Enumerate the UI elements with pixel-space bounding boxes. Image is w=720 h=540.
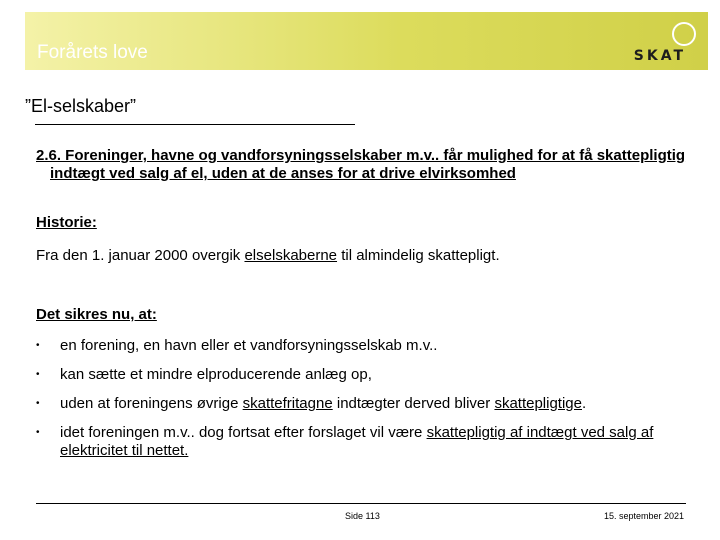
- bullet-text-before: idet foreningen m.v.. dog fortsat efter forslaget vil være: [60, 424, 427, 441]
- bullet-item: [36, 424, 696, 460]
- bullet-text: kan sætte et mindre elproducerende anlæg op,: [60, 366, 372, 383]
- bullet-list: [36, 337, 696, 471]
- section-heading: 2.6. Foreninger, havne og vandforsyningsselskaber m.v.. får mulighed for at få skattepligtig indtægt ved salg af el, uden at de anses for at drive elvirksomhed: [36, 147, 686, 182]
- header-band: [25, 12, 708, 70]
- bullet-icon: •: [36, 369, 40, 380]
- header-title: Forårets love: [37, 42, 148, 63]
- history-text-link: elselskaberne: [244, 247, 338, 264]
- bullet-text-link: skattepligtig af indtægt ved salg af elektricitet til nettet.: [60, 424, 654, 459]
- sikres-label: Det sikres nu, at:: [36, 306, 157, 323]
- history-text: [36, 247, 500, 264]
- logo-text: SKAT: [633, 48, 686, 64]
- bullet-text: en forening, en havn eller et vandforsyningsselskab m.v..: [60, 337, 438, 354]
- bullet-text-before: uden at foreningens øvrige: [60, 395, 243, 412]
- bullet-icon: •: [36, 398, 40, 409]
- history-text-after: til almindelig skattepligt.: [337, 247, 500, 264]
- bullet-icon: •: [36, 340, 40, 351]
- bullet-item: [36, 337, 696, 355]
- crown-icon: [672, 22, 696, 46]
- slide-title: ”El-selskaber”: [25, 96, 137, 116]
- footer-date: 15. september 2021: [603, 511, 684, 521]
- history-label: Historie:: [36, 214, 97, 231]
- bullet-item: [36, 395, 696, 413]
- title-divider: [35, 124, 355, 125]
- page-number: Side 113: [345, 511, 380, 521]
- bullet-text-link: skattefritagne: [242, 395, 333, 412]
- bullet-item: [36, 366, 696, 384]
- bullet-text-link-2: skattepligtige: [494, 395, 582, 412]
- bullet-icon: •: [36, 427, 40, 438]
- bullet-text-middle: indtægter derved bliver: [332, 395, 495, 412]
- skat-logo: [622, 22, 686, 64]
- footer-divider: [36, 503, 686, 504]
- history-text-before: Fra den 1. januar 2000 overgik: [36, 247, 245, 264]
- bullet-text-after: .: [582, 395, 587, 412]
